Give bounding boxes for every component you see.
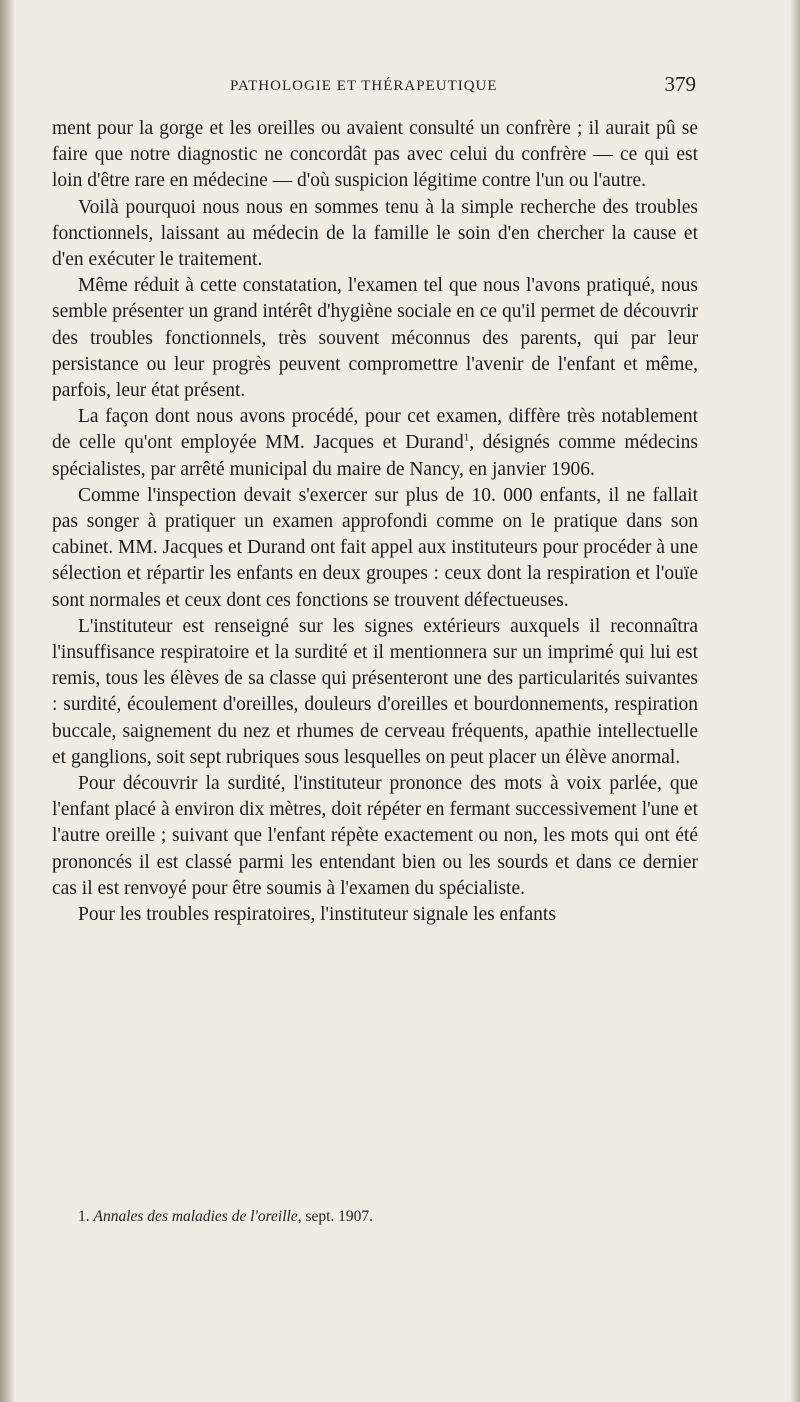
footnote-reference: 1 (463, 431, 470, 444)
paragraph (52, 404, 698, 483)
running-title: PATHOLOGIE ET THÉRAPEUTIQUE (230, 78, 498, 94)
paragraph: Comme l'inspection devait s'exercer sur plus de 10. 000 enfants, il ne fallait pas songer à pratiquer un examen approfondi comme on le pratique dans son cabinet. MM. Jacques et Durand ont fait appel aux instituteurs pour procéder à une sélection et répartir les enfants en deux groupes : ceux dont la respiration et l'ouïe sont normales et ceux dont ces fonctions se trouvent défectueuses. (52, 484, 699, 611)
paragraph-text: , désignés comme médecins spécialistes, par arrêté municipal du maire de Nancy, en janvier 1906. (52, 432, 698, 480)
paragraph: Même réduit à cette constatation, l'examen tel que nous l'avons pratiqué, nous semble présenter un grand intérêt d'hygiène sociale en ce qu'il permet de découvrir des troubles fonctionnels, très souvent méconnus des parents, qui par leur persistance ou leur progrès peuvent compromettre l'avenir de l'enfant et même, parfois, leur état présent. (52, 275, 698, 402)
page-edge-shadow-right (790, 0, 800, 1402)
page-header (50, 72, 698, 102)
footnote (78, 1208, 698, 1226)
paragraph-text: La façon dont nous avons procédé, pour cet examen, diffère très notablement de celle qu'ont employée MM. Jacques et Durand (52, 406, 698, 454)
paragraph: L'instituteur est renseigné sur les signes extérieurs auxquels il reconnaîtra l'insuffisance respiratoire et la surdité et il mentionnera sur un imprimé qui lui est remis, tous les élèves de sa classe qui présenteront une des particularités suivantes : surdité, écoulement d'oreilles, douleurs d'oreilles et bourdonnements, respiration buccale, saignement du nez et rhumes de cerveau fréquents, apathie intellectuelle et ganglions, soit sept rubriques sous lesquelles on peut placer un élève anormal. (52, 615, 698, 768)
body-text (52, 116, 698, 928)
page-edge-shadow-left (0, 0, 14, 1402)
paragraph: Voilà pourquoi nous nous en sommes tenu à la simple recherche des troubles fonctionnels, laissant au médecin de la famille le soin d'en chercher la cause et d'en exécuter le traitement. (52, 196, 698, 271)
paragraph: Pour découvrir la surdité, l'instituteur prononce des mots à voix parlée, que l'enfant placé à environ dix mètres, doit répéter en fermant successivement l'une et l'autre oreille ; suivant que l'enfant répète exactement ou non, les mots qui ont été prononcés il est classé parmi les entendant bien ou les sourds et dans ce dernier cas il est renvoyé pour être soumis à l'examen du spécialiste. (52, 773, 698, 899)
paragraph: ment pour la gorge et les oreilles ou avaient consulté un confrère ; il aurait pû se faire que notre diagnostic ne concordât pas avec celui du confrère — ce qui est loin d'être rare en médecine — d'où suspicion légitime contre l'un ou l'autre. (52, 118, 698, 192)
footnote-rest: , sept. 1907. (297, 1208, 374, 1225)
paragraph: Pour les troubles respiratoires, l'instituteur signale les enfants (78, 904, 556, 926)
footnote-number: 1. (78, 1208, 90, 1225)
page-number: 379 (664, 72, 696, 96)
footnote-title: Annales des maladies de l'oreille (93, 1208, 298, 1225)
